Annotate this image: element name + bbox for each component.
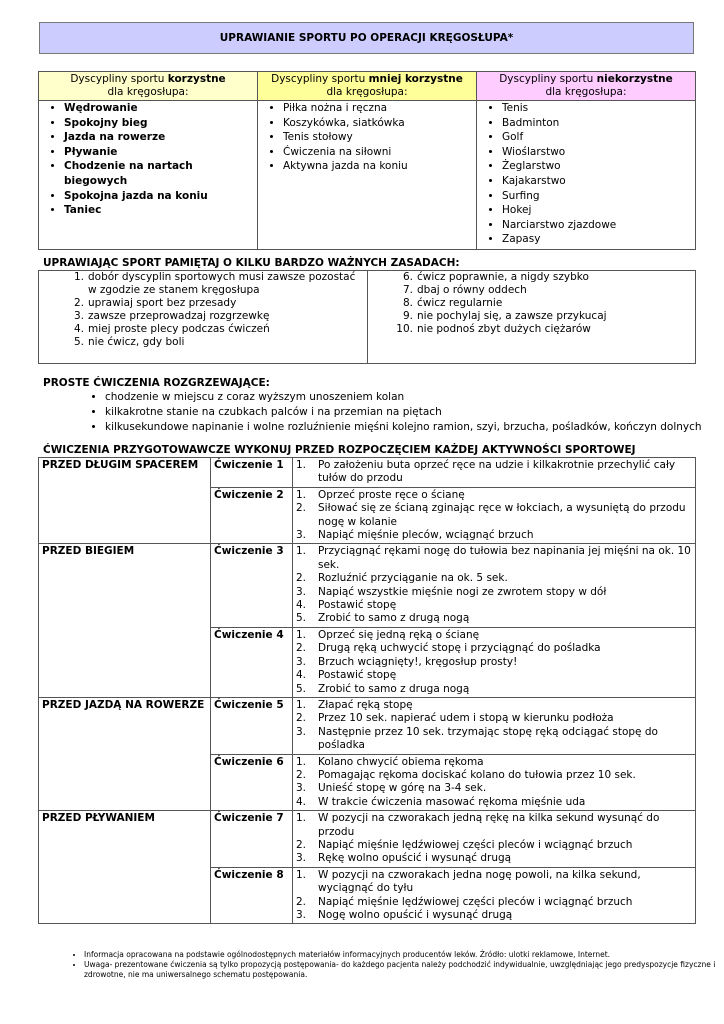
- step-item: [296, 712, 692, 725]
- step-item: [296, 599, 692, 612]
- header-mid-suffix: dla kręgosłupa:: [326, 86, 408, 98]
- step-item: [296, 612, 692, 625]
- rule-item: [39, 297, 367, 310]
- step-number: 3.: [296, 655, 307, 668]
- step-number: 4.: [296, 795, 307, 808]
- step-text: Napiąć wszystkie mięśnie nogi ze zwrotem stopy w dół: [318, 585, 607, 598]
- step-text: W pozycji na czworakach jedna nogę powoli, na kilka sekund, wyciągnąć do tyłu: [318, 868, 641, 895]
- step-item: [296, 909, 692, 922]
- list-item: • Uwaga- prezentowane ćwiczenia są tylko propozycją postępowania- do każdego pacjenta należy podchodzić indywidualnie, uwzględniając jego predyspozycje fizyczne i zdrowotne, nie ma uniwersalnego schematu postępowania.: [84, 960, 724, 980]
- step-number: 1.: [296, 868, 307, 881]
- rule-number: 6.: [402, 271, 413, 283]
- exercise-steps: [296, 756, 692, 810]
- rule-text: nie podnoś zbyt dużych ciężarów: [417, 323, 591, 335]
- step-number: 2.: [296, 768, 307, 781]
- rule-number: 9.: [402, 310, 413, 322]
- step-number: 2.: [296, 502, 307, 515]
- rule-text: nie pochylaj się, a zawsze przykucaj: [417, 310, 607, 322]
- step-number: 1.: [296, 545, 307, 558]
- exercise-name: Ćwiczenie 8: [211, 867, 293, 924]
- rule-item: [368, 323, 695, 336]
- list-item: • Informacja opracowana na podstawie ogólnodostępnych materiałów informacyjnych producentów leków. Źródło: ulotki reklamowe, Internet.: [84, 950, 724, 960]
- rule-item: [368, 297, 695, 310]
- step-item: [296, 726, 692, 753]
- exercise-row: [39, 544, 696, 627]
- rule-text: w zgodzie ze stanem kręgosłupa: [88, 284, 260, 296]
- rule-item: [39, 284, 367, 297]
- step-number: 5.: [296, 682, 307, 695]
- list-item: • Hokej: [502, 203, 692, 218]
- rule-item: [368, 310, 695, 323]
- sports-table: [38, 71, 696, 250]
- step-item: [296, 489, 692, 502]
- rule-number: 4.: [73, 323, 84, 335]
- bad-list: [480, 101, 692, 247]
- rule-text: dbaj o równy oddech: [417, 284, 527, 296]
- header-good: [39, 72, 258, 101]
- exercise-steps-cell: [293, 867, 696, 924]
- list-item: • Taniec: [64, 203, 254, 218]
- exercise-name: Ćwiczenie 2: [211, 487, 293, 544]
- step-text: Pomagając rękoma dociskać kolano do tułowia przez 10 sek.: [318, 768, 636, 781]
- step-number: 3.: [296, 852, 307, 865]
- warmup-list: [85, 390, 702, 435]
- step-item: [296, 656, 692, 669]
- rules-box: [38, 270, 696, 364]
- exercise-name: Ćwiczenie 5: [211, 697, 293, 754]
- step-item: [296, 869, 692, 896]
- list-item: • kilkusekundowe napinanie i wolne rozluźnienie mięśni kolejno ramion, szyi, brzucha, pośladków, kończyn dolnych: [105, 420, 702, 435]
- rule-number: 3.: [73, 310, 84, 322]
- exercise-row: [39, 811, 696, 868]
- step-text: Przez 10 sek. napierać udem i stopą w kierunku podłoża: [318, 712, 614, 725]
- step-text: Napiąć mięśnie pleców, wciągnąć brzuch: [318, 529, 534, 542]
- list-item: • Kajakarstwo: [502, 174, 692, 189]
- header-good-em: korzystne: [167, 73, 226, 85]
- step-number: 4.: [296, 669, 307, 682]
- rule-text: ćwicz poprawnie, a nigdy szybko: [417, 271, 589, 283]
- rule-number: 1.: [73, 271, 84, 283]
- step-text: W trakcie ćwiczenia masować rękoma mięśnie uda: [318, 795, 586, 808]
- step-item: [296, 459, 692, 486]
- exercise-steps-cell: [293, 627, 696, 697]
- exercise-name: Ćwiczenie 1: [211, 458, 293, 488]
- rules-right-col: [367, 271, 695, 363]
- step-number: 3.: [296, 909, 307, 921]
- step-text: W pozycji na czworakach jedną rękę na kilka sekund wysunąć do przodu: [318, 812, 660, 838]
- exercise-steps: [296, 629, 692, 696]
- exercise-steps-cell: [293, 544, 696, 627]
- list-item: • Piłka nożna i ręczna: [283, 101, 473, 116]
- step-number: 1.: [296, 812, 307, 825]
- step-text: Kolano chwycić obiema rękoma: [318, 755, 484, 768]
- exercise-steps: [296, 459, 692, 486]
- rule-number: 7.: [402, 284, 413, 296]
- rule-text: uprawiaj sport bez przesady: [88, 297, 237, 309]
- exercise-row: [39, 458, 696, 488]
- exercise-steps: [296, 489, 692, 543]
- step-text: Rozluźnić przyciąganie na ok. 5 sek.: [318, 572, 508, 585]
- footnotes: [62, 950, 724, 980]
- rule-item: [39, 336, 367, 349]
- list-item: • Pływanie: [64, 145, 254, 160]
- exercise-steps-cell: [293, 697, 696, 754]
- list-item: • Tenis: [502, 101, 692, 116]
- header-bad-suffix: dla kręgosłupa:: [545, 86, 627, 98]
- rule-item: [368, 284, 695, 297]
- step-item: [296, 812, 692, 839]
- step-item: [296, 586, 692, 599]
- header-good-prefix: Dyscypliny sportu: [70, 73, 168, 85]
- step-item: [296, 852, 692, 865]
- step-number: 3.: [296, 529, 307, 542]
- exercise-steps: [296, 545, 692, 625]
- rule-text: dobór dyscyplin sportowych musi zawsze pozostać: [88, 271, 356, 283]
- exercise-steps: [296, 812, 692, 866]
- step-number: 5.: [296, 612, 307, 625]
- rule-text: ćwicz regularnie: [417, 297, 503, 309]
- rule-number: 5.: [73, 336, 84, 348]
- rule-number: 8.: [402, 297, 413, 309]
- step-text: Unieść stopę w górę na 3-4 sek.: [318, 782, 487, 795]
- step-item: [296, 642, 692, 655]
- step-text: Siłować się ze ścianą zginając ręce w łokciach, a wysuniętą do przodu nogę w kolanie: [318, 502, 686, 528]
- exercise-row: [39, 697, 696, 754]
- header-mid: [258, 72, 477, 101]
- step-number: 1.: [296, 698, 307, 711]
- rule-item: [368, 271, 695, 284]
- rule-text: miej proste plecy podczas ćwiczeń: [88, 323, 270, 335]
- list-item: • Spokojna jazda na koniu: [64, 189, 254, 204]
- step-number: 3.: [296, 725, 307, 738]
- step-item: [296, 769, 692, 782]
- step-text: Oprzeć proste ręce o ścianę: [318, 488, 465, 501]
- exercise-steps-cell: [293, 487, 696, 544]
- exercise-steps: [296, 699, 692, 753]
- list-item: • Spokojny bieg: [64, 116, 254, 131]
- rules-heading: UPRAWIAJĄC SPORT PAMIĘTAJ O KILKU BARDZO WAŻNYCH ZASADACH:: [43, 257, 460, 269]
- header-mid-em: mniej korzystne: [368, 73, 463, 85]
- step-number: 2.: [296, 712, 307, 725]
- step-item: [296, 629, 692, 642]
- header-bad: [477, 72, 696, 101]
- list-item: • Jazda na rowerze: [64, 130, 254, 145]
- step-item: [296, 669, 692, 682]
- list-item: • Surfing: [502, 189, 692, 204]
- mid-list: [261, 101, 473, 174]
- exercise-steps-cell: [293, 458, 696, 488]
- step-number: 2.: [296, 642, 307, 655]
- rule-item: [39, 323, 367, 336]
- list-item: • Wędrowanie: [64, 101, 254, 116]
- step-text: Rękę wolno opuścić i wysunąć drugą: [318, 852, 512, 865]
- page-title: UPRAWIANIE SPORTU PO OPERACJI KRĘGOSŁUPA*: [39, 22, 694, 54]
- exercise-steps-cell: [293, 754, 696, 811]
- bad-list-cell: [477, 101, 696, 250]
- step-text: Postawić stopę: [318, 669, 397, 682]
- step-number: 4.: [296, 599, 307, 612]
- list-item: • Chodzenie na nartach biegowych: [64, 159, 254, 188]
- rule-number: 2.: [73, 297, 84, 309]
- step-item: [296, 683, 692, 696]
- list-item: • Badminton: [502, 116, 692, 131]
- good-list: [42, 101, 254, 218]
- exercise-steps: [296, 869, 692, 923]
- step-item: [296, 502, 692, 529]
- group-cell: PRZED JAZDĄ NA ROWERZE: [39, 697, 211, 810]
- step-text: Następnie przez 10 sek. trzymając stopę ręką odciągać stopę do pośladka: [318, 725, 658, 752]
- step-item: [296, 699, 692, 712]
- exercises-table: [38, 457, 696, 924]
- rule-number: 10.: [396, 323, 413, 335]
- list-item: • Zapasy: [502, 232, 692, 247]
- step-text: Po założeniu buta oprzeć ręce na udzie i kilkakrotnie przechylić cały tułów do przodu: [318, 459, 676, 485]
- group-cell: PRZED BIEGIEM: [39, 544, 211, 697]
- prep-heading: ĆWICZENIA PRZYGOTOWAWCZE WYKONUJ PRZED ROZPOCZĘCIEM KAŻDEJ AKTYWNOŚCI SPORTOWEJ: [43, 444, 636, 456]
- step-number: 3.: [296, 585, 307, 598]
- list-item: • Żeglarstwo: [502, 159, 692, 174]
- rule-item: [39, 271, 367, 284]
- list-item: • Koszykówka, siatkówka: [283, 116, 473, 131]
- exercise-name: Ćwiczenie 4: [211, 627, 293, 697]
- rule-number: [39, 284, 88, 297]
- step-number: 1.: [296, 488, 307, 501]
- list-item: • Wioślarstwo: [502, 145, 692, 160]
- step-number: 2.: [296, 895, 307, 908]
- list-item: • chodzenie w miejscu z coraz wyższym unoszeniem kolan: [105, 390, 702, 405]
- rule-text: zawsze przeprowadzaj rozgrzewkę: [88, 310, 270, 322]
- rules-left-col: [39, 271, 367, 363]
- step-item: [296, 572, 692, 585]
- list-item: • Tenis stołowy: [283, 130, 473, 145]
- step-text: Oprzeć się jedną ręką o ścianę: [318, 628, 480, 641]
- step-text: Napiąć mięśnie lędźwiowej części pleców i wciągnąć brzuch: [318, 895, 633, 908]
- list-item: • Narciarstwo zjazdowe: [502, 218, 692, 233]
- rule-item: [39, 310, 367, 323]
- step-number: 2.: [296, 838, 307, 851]
- mid-list-cell: [258, 101, 477, 250]
- list-item: • Golf: [502, 130, 692, 145]
- header-mid-prefix: Dyscypliny sportu: [271, 73, 369, 85]
- list-item: • kilkakrotne stanie na czubkach palców i na przemian na piętach: [105, 405, 702, 420]
- step-number: 1.: [296, 755, 307, 768]
- header-good-suffix: dla kręgosłupa:: [107, 86, 189, 98]
- rule-text: nie ćwicz, gdy boli: [88, 336, 185, 348]
- group-cell: PRZED PŁYWANIEM: [39, 811, 211, 924]
- step-number: 1.: [296, 628, 307, 641]
- step-text: Przyciągnąć rękami nogę do tułowia bez napinania jej mięśni na ok. 10 sek.: [318, 545, 691, 571]
- exercise-name: Ćwiczenie 6: [211, 754, 293, 811]
- step-item: [296, 796, 692, 809]
- step-item: [296, 896, 692, 909]
- step-text: Zrobić to samo z drugą nogą: [318, 612, 470, 625]
- warmup-heading: PROSTE ĆWICZENIA ROZGRZEWAJĄCE:: [43, 377, 270, 389]
- exercise-name: Ćwiczenie 7: [211, 811, 293, 868]
- step-item: [296, 756, 692, 769]
- rules-left-list: [39, 271, 367, 349]
- good-list-cell: [39, 101, 258, 250]
- step-item: [296, 545, 692, 572]
- step-text: Napiąć mięśnie lędźwiowej części pleców i wciągnąć brzuch: [318, 838, 633, 851]
- step-item: [296, 782, 692, 795]
- step-number: 1.: [296, 459, 307, 471]
- step-number: 2.: [296, 572, 307, 585]
- step-text: Postawić stopę: [318, 599, 397, 612]
- exercise-steps-cell: [293, 811, 696, 868]
- exercise-name: Ćwiczenie 3: [211, 544, 293, 627]
- step-number: 3.: [296, 782, 307, 795]
- step-item: [296, 839, 692, 852]
- list-item: • Aktywna jazda na koniu: [283, 159, 473, 174]
- step-item: [296, 529, 692, 542]
- list-item: • Ćwiczenia na siłowni: [283, 145, 473, 160]
- rules-right-list: [368, 271, 695, 336]
- group-cell: PRZED DŁUGIM SPACEREM: [39, 458, 211, 544]
- step-text: Zrobić to samo z druga nogą: [318, 682, 470, 695]
- header-bad-prefix: Dyscypliny sportu: [499, 73, 597, 85]
- step-text: Nogę wolno opuścić i wysunąć drugą: [318, 909, 513, 921]
- step-text: Złapać ręką stopę: [318, 698, 413, 711]
- step-text: Brzuch wciągnięty!, kręgosłup prosty!: [318, 655, 518, 668]
- step-text: Drugą ręką uchwycić stopę i przyciągnąć do pośladka: [318, 642, 601, 655]
- header-bad-em: niekorzystne: [596, 73, 673, 85]
